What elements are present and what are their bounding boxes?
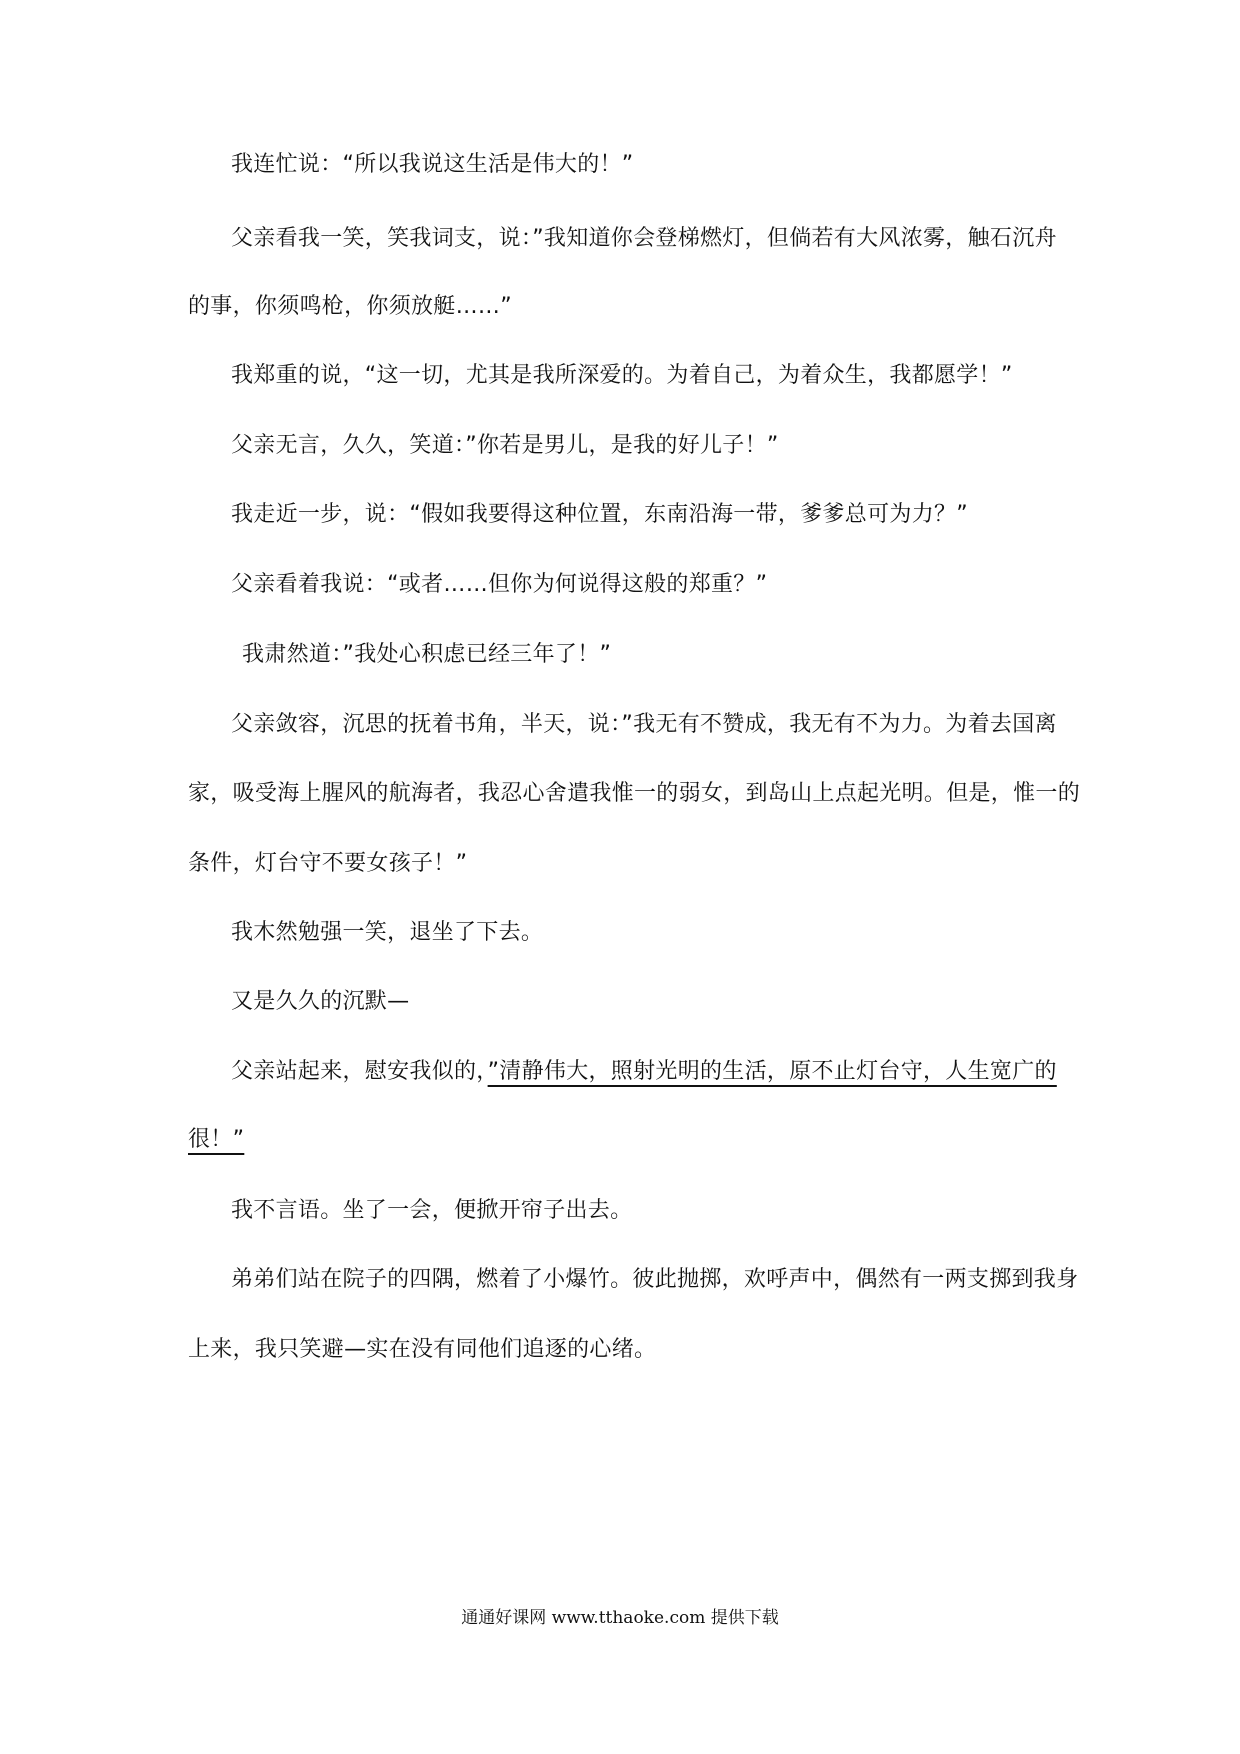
paragraph-line: 我郑重的说，“这一切，尤其是我所深爱的。为着自己，为着众生，我都愿学！” [231, 363, 1013, 388]
paragraph-line: 上来，我只笑避—实在没有同他们追逐的心绪。 [188, 1337, 657, 1362]
paragraph-line: 我木然勉强一笑，退坐了下去。 [231, 920, 544, 945]
underlined-quote: ”清静伟大，照射光明的生活，原不止灯台守，人生宽广的 [487, 1059, 1057, 1084]
paragraph-line: 条件，灯台守不要女孩子！” [188, 851, 468, 876]
paragraph-line [188, 1125, 1058, 1155]
paragraph-line: 父亲敛容，沉思的抚着书角，半天，说：”我无有不赞成，我无有不为力。为着去国离 [231, 712, 1057, 737]
paragraph-line: 家，吸受海上腥风的航海者，我忍心舍遣我惟一的弱女，到岛山上点起光明。但是，惟一的 [188, 781, 1081, 806]
paragraph-line: 又是久久的沉默— [231, 989, 410, 1014]
paragraph-line: 父亲无言，久久，笑道：”你若是男儿，是我的好儿子！” [231, 433, 779, 458]
paragraph-text: 父亲站起来，慰安我似的， [231, 1059, 488, 1084]
paragraph-line: 父亲看着我说：“或者……但你为何说得这般的郑重？” [231, 572, 768, 597]
paragraph-line: 的事，你须鸣枪，你须放艇……” [188, 294, 512, 319]
paragraph-line [231, 1057, 1101, 1087]
paragraph-line: 父亲看我一笑，笑我词支，说：”我知道你会登梯燃灯，但倘若有大风浓雾，触石沉舟 [231, 226, 1057, 251]
paragraph-line: 我不言语。坐了一会，便掀开帘子出去。 [231, 1198, 633, 1223]
paragraph-line: 我连忙说：“所以我说这生活是伟大的！” [231, 152, 634, 177]
paragraph-line: 我走近一步，说：“假如我要得这种位置，东南沿海一带，爹爹总可为力？” [231, 502, 968, 527]
paragraph-line: 弟弟们站在院子的四隅，燃着了小爆竹。彼此抛掷，欢呼声中，偶然有一两支掷到我身 [231, 1267, 1079, 1292]
paragraph-line: 我肃然道：”我处心积虑已经三年了！” [242, 642, 612, 667]
underlined-quote-end: 很！” [188, 1127, 245, 1152]
page-footer: 通通好课网 www.tthaoke.com 提供下载 [461, 1608, 779, 1628]
